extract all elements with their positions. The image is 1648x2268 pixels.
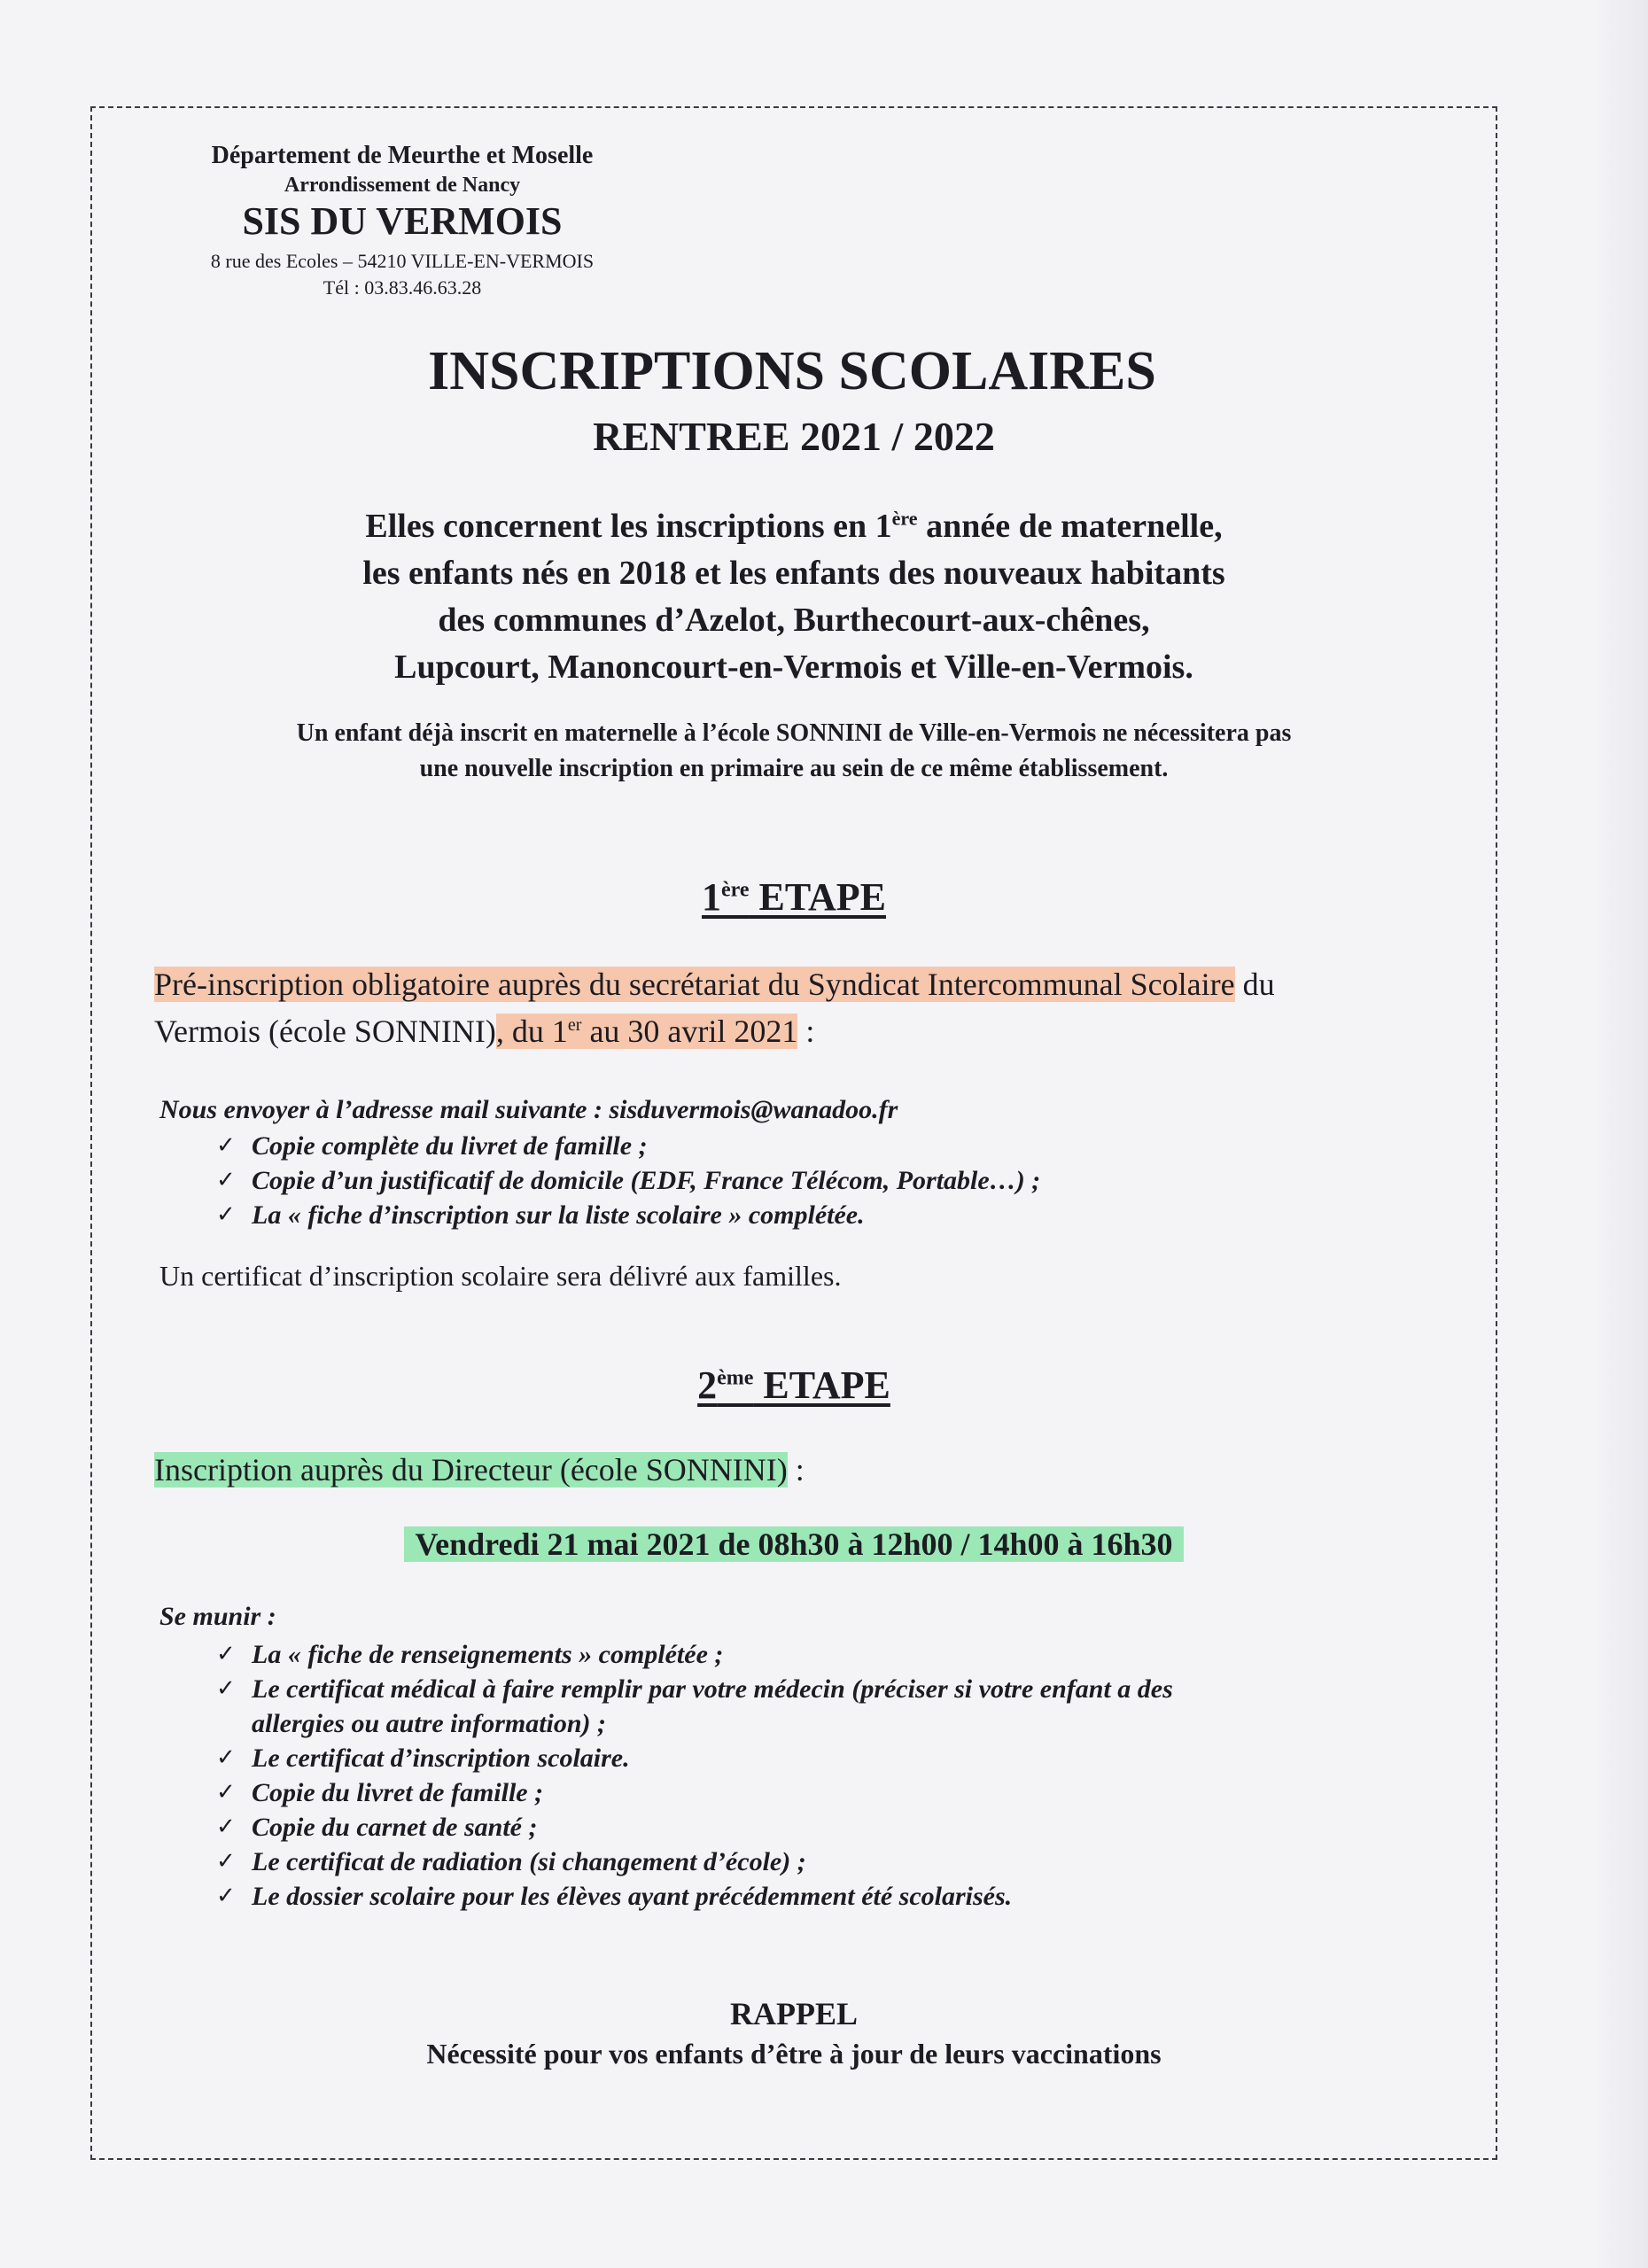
organization-name: SIS DU VERMOIS — [242, 199, 563, 243]
step-1-sup: ère — [721, 878, 750, 902]
list-item: ✓ Copie d’un justificatif de domicile (EDF, France Télécom, Portable…) ; — [216, 1163, 1040, 1198]
director-inscription-colon: : — [787, 1452, 805, 1487]
list-item: ✓ Copie du carnet de santé ; — [216, 1810, 1439, 1845]
reminder-text: Nécessité pour vos enfants d’être à jour de leurs vaccinations — [426, 2038, 1162, 2070]
page-title: INSCRIPTIONS SCOLAIRES — [428, 341, 1156, 401]
list-item: ✓ Le dossier scolaire pour les élèves ayant précédemment été scolarisés. — [216, 1879, 1439, 1914]
pre-inscription-paragraph — [154, 964, 1483, 1052]
paper-edge — [1595, 0, 1648, 2268]
step-1-checklist — [216, 1129, 1040, 1232]
arrondissement-name: Arrondissement de Nancy — [284, 174, 521, 197]
list-item: ✓ Le certificat de radiation (si changement d’école) ; — [216, 1845, 1439, 1879]
list-item: ✓ La « fiche de renseignements » complétée ; — [216, 1637, 1439, 1672]
page-subtitle: RENTREE 2021 / 2022 — [593, 414, 995, 459]
step-2-number: 2 — [697, 1363, 718, 1407]
list-item: ✓ Copie complète du livret de famille ; — [216, 1129, 1040, 1163]
step-2-sup: ème — [717, 1366, 754, 1390]
intro-line-3: des communes d’Azelot, Burthecourt-aux-chênes, — [438, 602, 1150, 639]
intro-line-1-sup: ère — [891, 507, 918, 530]
step-2-title — [92, 1363, 1496, 1408]
list-item: ✓ Copie du livret de famille ; — [216, 1775, 1439, 1810]
director-inscription — [154, 1451, 805, 1488]
department-name: Département de Meurthe et Moselle — [211, 142, 594, 169]
list-item: ✓ La « fiche d’inscription sur la liste scolaire » complétée. — [216, 1198, 1040, 1232]
intro-line-1-end: année de maternelle, — [917, 508, 1223, 545]
organization-phone: Tél : 03.83.46.63.28 — [323, 276, 482, 299]
pre-inscription-date-start: , du 1 — [495, 1014, 568, 1049]
list-item — [216, 1672, 1439, 1741]
intro-note-line-2: une nouvelle inscription en primaire au sein de ce même établissement. — [419, 755, 1169, 782]
appointment-date: Vendredi 21 mai 2021 de 08h30 à 12h00 / 14h00 à 16h30 — [404, 1526, 1183, 1562]
pre-inscription-colon: : — [797, 1014, 815, 1049]
list-item-continuation: allergies ou autre information) ; — [252, 1709, 607, 1738]
pre-inscription-highlight-2 — [496, 1014, 798, 1049]
intro-line-1-text: Elles concernent les inscriptions en 1 — [365, 508, 892, 545]
intro-line-1 — [92, 507, 1496, 546]
intro-line-2: les enfants nés en 2018 et les enfants des nouveaux habitants — [362, 555, 1225, 592]
appointment-date-row — [92, 1526, 1496, 1563]
list-item-text: Le certificat médical à faire remplir par votre médecin (préciser si votre enfant a des — [252, 1674, 1173, 1704]
intro-line-4: Lupcourt, Manoncourt-en-Vermois et Ville-en-Vermois. — [394, 649, 1193, 686]
director-inscription-highlight: Inscription auprès du Directeur (école SONNINI) — [154, 1452, 788, 1487]
se-munir-label: Se munir : — [159, 1602, 276, 1631]
step-2-word: ETAPE — [753, 1363, 890, 1407]
step-1-title — [92, 874, 1496, 920]
send-email-intro: Nous envoyer à l’adresse mail suivante : sisduvermois@wanadoo.fr — [159, 1095, 898, 1124]
step-1-number: 1 — [702, 875, 722, 919]
organization-address: 8 rue des Ecoles – 54210 VILLE-EN-VERMOIS — [210, 250, 595, 272]
document-frame — [90, 106, 1497, 2160]
list-item: ✓ Le certificat d’inscription scolaire. — [216, 1741, 1439, 1775]
pre-inscription-line-2: Vermois (école SONNINI) — [154, 1014, 496, 1049]
certificate-note: Un certificat d’inscription scolaire sera délivré aux familles. — [159, 1260, 842, 1292]
intro-note-line-1: Un enfant déjà inscrit en maternelle à l’école SONNINI de Ville-en-Vermois ne nécessitera pas — [296, 719, 1292, 747]
pre-inscription-date-sup: er — [567, 1015, 582, 1035]
reminder-title: RAPPEL — [730, 1996, 858, 2031]
pre-inscription-date-end: au 30 avril 2021 — [581, 1014, 798, 1049]
step-1-word: ETAPE — [749, 875, 886, 919]
step-2-checklist — [216, 1637, 1439, 1914]
pre-inscription-highlight-1: Pré-inscription obligatoire auprès du secrétariat du Syndicat Intercommunal Scolaire — [154, 967, 1235, 1002]
pre-inscription-rest-1: du — [1234, 967, 1275, 1002]
